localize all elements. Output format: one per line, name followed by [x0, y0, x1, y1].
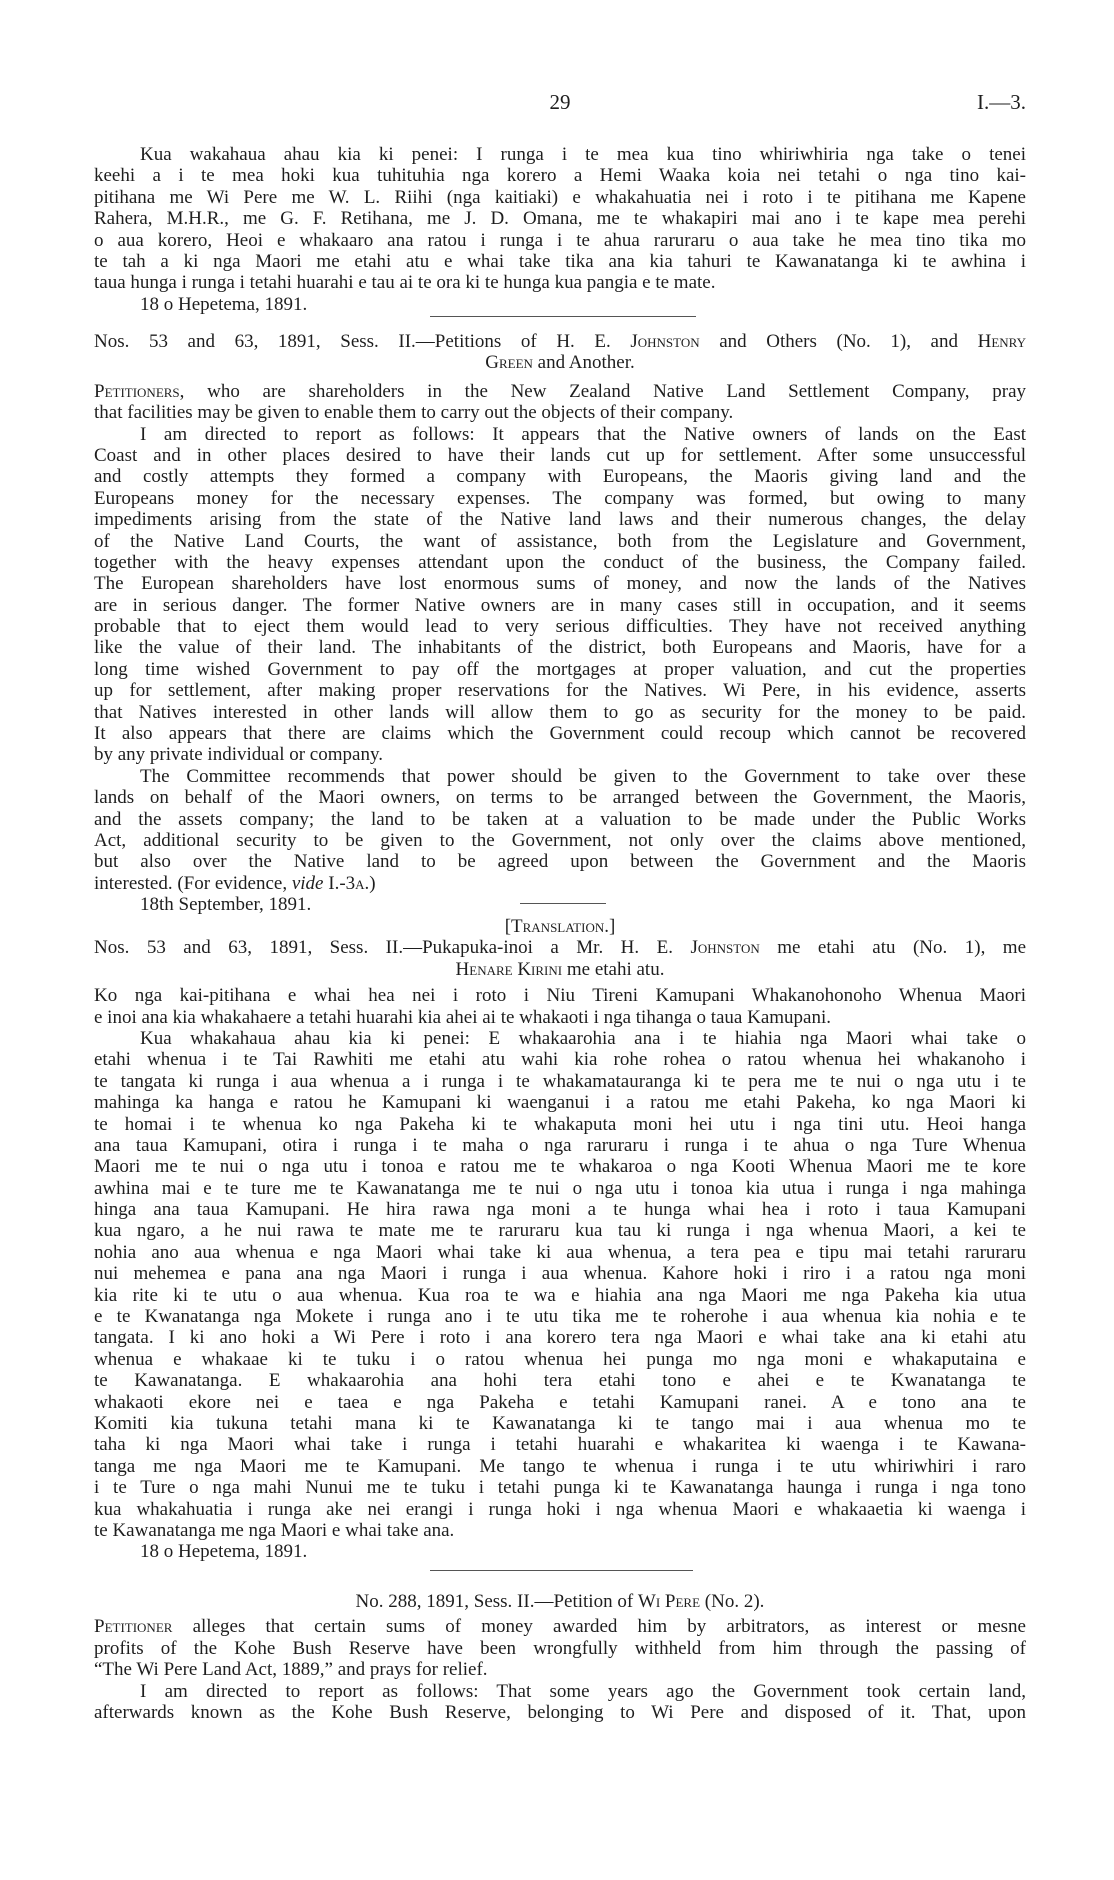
- section-divider: [430, 316, 696, 317]
- italic-text: vide: [291, 872, 324, 894]
- section-divider: [430, 1570, 693, 1571]
- text-line: up for settlement, after making proper reservations for the Natives. Wi Pere, in his evidence, asserts: [94, 680, 1026, 702]
- paragraph: [94, 1028, 1026, 1541]
- text-line: [94, 1591, 1026, 1612]
- text-line: The European shareholders have lost enormous sums of money, and now the lands of the Natives: [94, 573, 1026, 595]
- paragraph: [94, 1681, 1026, 1724]
- maori-continuation-section: [94, 144, 1026, 315]
- paragraph: [94, 144, 1026, 294]
- report-date: 18 o Hepetema, 1891.: [140, 1541, 308, 1563]
- text-line: that facilities may be given to enable them to carry out the objects of their company.: [94, 402, 734, 424]
- text-line: [94, 937, 1026, 958]
- text-line: mahinga ka hanga e ratou he Kamupani ki waenganui i a ratou me etahi Pakeha, ko nga Maori ki: [94, 1092, 1026, 1114]
- text-line: and costly attempts they formed a company with Europeans, the Maoris giving land and the: [94, 466, 1026, 488]
- text-line: like the value of their land. The inhabitants of the district, both Europeans and Maoris, have for a: [94, 637, 1026, 659]
- text-line: taua hunga i runga i tetahi huarahi e tau ai te ora ki te hunga kua pangia e te mate.: [94, 272, 716, 294]
- text-line: Europeans money for the necessary expenses. The company was formed, but owing to many: [94, 487, 1026, 509]
- petition-heading: [94, 1591, 1026, 1612]
- text-line: I am directed to report as follows: That some years ago the Government took certain land,: [140, 1680, 1026, 1702]
- text-segment: No. 288, 1891, Sess. II.—Petition of: [355, 1591, 638, 1612]
- text-line: hinga ana taua Kamupani. He hira rawa nga moni a te hunga whai hea i roto i taua Kamupani: [94, 1199, 1026, 1221]
- page-number: 29: [549, 90, 571, 114]
- text-line: tanga me nga Maori me te Kamupani. Me tango te whenua i runga i te utu whiriwhiri i raro: [94, 1455, 1026, 1477]
- text-segment: (No. 2).: [700, 1591, 765, 1612]
- text-line: Rahera, M.H.R., me G. F. Retihana, me J. D. Omana, me te whakapiri mai ano i te kape mea perehi: [94, 208, 1026, 230]
- text-segment: I.-3: [323, 872, 356, 894]
- report-date: 18 o Hepetema, 1891.: [140, 293, 308, 315]
- text-line: nohia ano aua whenua e nga Maori whai take ki aua whenua, a tera pea e tipu mai tetahi raruraru: [94, 1241, 1026, 1263]
- text-line: are in serious danger. The former Native owners are in many cases still in occupation, and it seems: [94, 594, 1026, 616]
- paragraph: [94, 424, 1026, 766]
- text-line: e inoi ana kia whakahaere a tetahi huarahi kia ahei ai te whakaoti i nga tihanga o taua Kamupani.: [94, 1006, 831, 1028]
- text-segment: and Others (No. 1), and: [699, 331, 978, 352]
- text-line: It also appears that there are claims which the Government could recoup which cannot be recovered: [94, 723, 1026, 745]
- petition-heading: [94, 937, 1026, 980]
- text-line: e te Kwanatanga nga Mokete i runga ano i te utu tika me te roherohe i aua whenua kia nohia e te: [94, 1306, 1026, 1328]
- small-caps-name: Petitioners: [94, 380, 180, 402]
- text-line: Coast and in other places desired to have their lands cut up for settlement. After some unsuccessful: [94, 444, 1026, 466]
- paragraph: [94, 766, 1026, 894]
- small-caps-name: Henry: [977, 331, 1026, 352]
- text-line: long time wished Government to pay off the mortgages at proper valuation, and cut the properties: [94, 658, 1026, 680]
- text-line: I am directed to report as follows: It appears that the Native owners of lands on the East: [140, 423, 1026, 445]
- petition-53-63-section: [94, 331, 1026, 916]
- text-line: lands on behalf of the Maori owners, on terms to be arranged between the Government, the Maoris,: [94, 787, 1026, 809]
- text-line: afterwards known as the Kohe Bush Reserve, belonging to Wi Pere and disposed of it. That, upon: [94, 1701, 1026, 1723]
- text-line: Kua whakahaua ahau kia ki penei: E whakaarohia ana i te hiahia nga Maori whai take o: [140, 1027, 1026, 1049]
- text-line: Act, additional security to be given to the Government, not only over the claims above mentioned,: [94, 829, 1026, 851]
- text-line: te homai i te whenua ko nga Pakeha ki te whakaputa moni hei utu i nga tini utu. Heoi hanga: [94, 1113, 1026, 1135]
- text-line: taha ki nga Maori whai take i runga i tetahi huarahi e whakaritea ki waenga i te Kawana-: [94, 1434, 1026, 1456]
- text-line: “The Wi Pere Land Act, 1889,” and prays for relief.: [94, 1659, 488, 1681]
- text-segment: , who are shareholders in the New Zealand Native Land Settlement Company, pray: [179, 380, 1026, 402]
- text-line: Ko nga kai-pitihana e whai hea nei i roto i Niu Tireni Kamupani Whakanohonoho Whenua Maori: [94, 985, 1026, 1007]
- text-line: whakaoti ekore nei e taea e nga Pakeha e tetahi Kamupani ranei. A e tono ana te: [94, 1391, 1026, 1413]
- text-line: pitihana me Wi Pere me W. L. Riihi (nga kaitiaki) e whakahuatia nei i roto i te pitihana me Kapene: [94, 186, 1026, 208]
- text-line: nui mehemea e pana ana nga Maori i runga i aua whenua. Kahore hoki i riro i a ratou nga moni: [94, 1263, 1026, 1285]
- text-segment: and Another.: [532, 352, 635, 374]
- text-line: by any private individual or company.: [94, 744, 383, 766]
- text-line: [94, 381, 1026, 402]
- text-line: [94, 331, 1026, 352]
- text-line: awhina mai e te ture me te Kawanatanga me te nui o nga utu i tonoa kia utua i runga i nga mahinga: [94, 1177, 1026, 1199]
- text-line: te tah a ki nga Maori me etahi atu e whai take tika ana kia tahuri te Kawanatanga ki te awhina i: [94, 250, 1026, 272]
- short-divider: [520, 903, 606, 904]
- text-line: te Kawanatanga me nga Maori e whai take ana.: [94, 1519, 455, 1541]
- petition-heading: [94, 331, 1026, 374]
- text-line: o aua korero, Heoi e whakaaro ana ratou i runga i te ahua raruraru o aua take he mea tino tika mo: [94, 229, 1026, 251]
- text-line: and the assets company; the land to be taken at a valuation to be made under the Public Works: [94, 808, 1026, 830]
- text-line: whenua e whakaae ki te tuku i o ratou whenua hei punga mo nga moni e whakaputaina e: [94, 1348, 1026, 1370]
- text-line: of the Native Land Courts, the want of assistance, both from the Legislature and Government,: [94, 530, 1026, 552]
- text-line: etahi whenua i te Tai Rawhiti me etahi atu wahi kia rohe rohea o ratou whenua hei whakanoho i: [94, 1049, 1026, 1071]
- paragraph: [94, 1616, 1026, 1680]
- small-caps-name: Henare Kirini: [455, 958, 563, 980]
- text-segment: Nos. 53 and 63, 1891, Sess. II.—Pukapuka-inoi a Mr. H. E.: [94, 937, 691, 959]
- text-line: ana taua Kamupani, otira i runga i te maha o nga raruraru i runga i te ahua o nga Ture Whenua: [94, 1134, 1026, 1156]
- text-line: but also over the Native land to be agreed upon between the Government and the Maoris: [94, 851, 1026, 873]
- text-line: keehi a i te mea hoki kua tuhituhia nga korero a Hemi Waaka koia nei tetahi o nga tino kai-: [94, 165, 1026, 187]
- translation-label: [Translation.]: [504, 916, 616, 937]
- text-line: together with the heavy expenses attendant upon the conduct of the business, the Company failed.: [94, 551, 1026, 573]
- small-caps-name: a: [355, 872, 365, 894]
- report-date: 18th September, 1891.: [140, 894, 312, 916]
- text-line: [94, 1616, 1026, 1637]
- text-line: [94, 352, 1026, 373]
- paragraph: [94, 381, 1026, 424]
- text-line: The Committee recommends that power should be given to the Government to take over these: [140, 765, 1026, 787]
- small-caps-name: Green: [485, 352, 533, 374]
- text-line: te Kawanatanga. E whakaarohia ana hohi tera etahi tono e ahei e te Kwanatanga te: [94, 1370, 1026, 1392]
- text-line: Kua wakahaua ahau kia ki penei: I runga i te mea kua tino whiriwhiria nga take o tenei: [140, 144, 1026, 165]
- paragraph: [94, 985, 1026, 1028]
- text-line: tangata. I ki ano hoki a Wi Pere i roto i ana korero tera nga Maori e whai take ana ki etahi atu: [94, 1327, 1026, 1349]
- text-line: probable that to eject them would lead to very serious difficulties. They have not received anything: [94, 616, 1026, 638]
- text-line: kia rite ki te utu o aua whenua. Kua roa te wa e hiahia ana nga Maori me nga Pakeha kia utua: [94, 1284, 1026, 1306]
- text-line: that Natives interested in other lands will allow them to go as security for the money to be paid.: [94, 701, 1026, 723]
- text-line: [94, 873, 1026, 894]
- text-line: profits of the Kohe Bush Reserve have been wrongfully withheld from him through the passing of: [94, 1637, 1026, 1659]
- text-segment: .): [364, 872, 376, 894]
- text-line: Komiti kia tukuna tetahi mana ki te Kawanatanga ki te tango mai i aua whenua mo te: [94, 1412, 1026, 1434]
- translation-section: [94, 916, 1026, 1563]
- text-line: Maori me te nui o nga utu i tonoa e ratou me te whakaroa o nga Kooti Whenua Maori me te kore: [94, 1156, 1026, 1178]
- text-segment: Nos. 53 and 63, 1891, Sess. II.—Petitions of H. E.: [94, 331, 631, 352]
- page-header: [94, 91, 1026, 113]
- text-line: i te Ture o nga mahi Nunui me te tuku i tetahi punga ki te Kawanatanga haunga i runga i nga tono: [94, 1477, 1026, 1499]
- text-line: [94, 959, 1026, 980]
- paper-reference: I.—3.: [977, 90, 1026, 114]
- text-segment: alleges that certain sums of money awarded him by arbitrators, as interest or mesne: [172, 1616, 1026, 1638]
- small-caps-name: Wi Pere: [637, 1591, 701, 1612]
- small-caps-name: Petitioner: [94, 1616, 173, 1638]
- petition-288-section: [94, 1591, 1026, 1723]
- text-segment: interested. (For evidence,: [94, 872, 292, 894]
- small-caps-name: Johnston: [690, 937, 760, 959]
- text-line: kua ngaro, a he nui rawa te mate me te raruraru kua tau ki runga i nga whenua Maori, a kei te: [94, 1220, 1026, 1242]
- text-line: te tangata ki runga i aua whenua a i runga i te whakamatauranga ki te pera me te nui o nga utu i te: [94, 1070, 1026, 1092]
- text-segment: me etahi atu (No. 1), me: [759, 937, 1027, 959]
- text-line: impediments arising from the state of the Native land laws and their numerous changes, the delay: [94, 509, 1026, 531]
- small-caps-name: Johnston: [630, 331, 700, 352]
- text-line: kua whakahuatia i runga ake nei erangi i runga hoki i nga whenua Maori e whakaaetia ki waenga i: [94, 1498, 1026, 1520]
- text-segment: me etahi atu.: [562, 958, 665, 980]
